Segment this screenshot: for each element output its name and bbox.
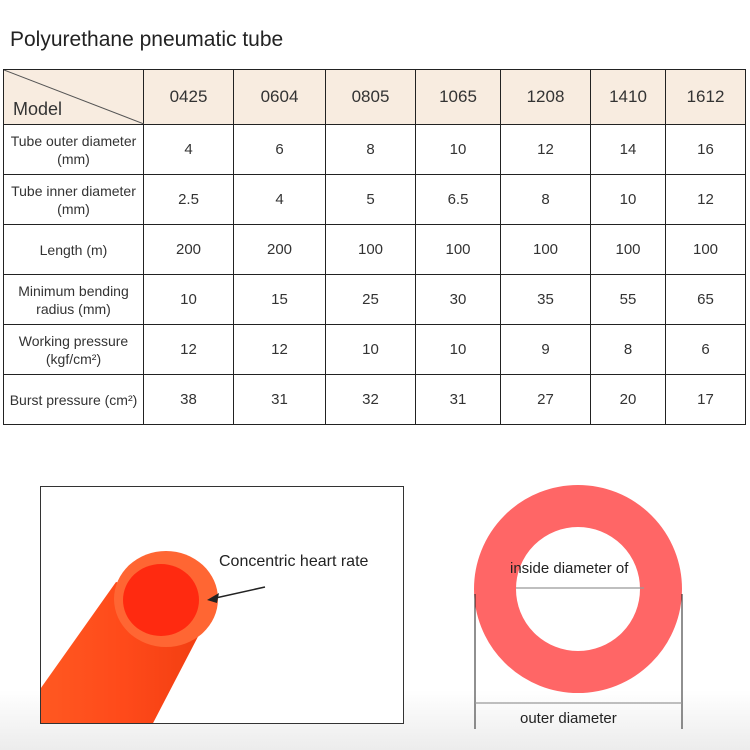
table-cell: 12 xyxy=(501,125,591,175)
table-cell: 9 xyxy=(501,325,591,375)
row-label xyxy=(4,125,144,175)
model-header-1065: 1065 xyxy=(416,70,501,125)
table-cell: 16 xyxy=(666,125,746,175)
table-cell: 8 xyxy=(501,175,591,225)
concentric-annotation: Concentric heart rate xyxy=(219,553,369,570)
row-label xyxy=(4,375,144,425)
row-label-line: Length (m) xyxy=(39,241,108,258)
row-label-line: Burst pressure (cm²) xyxy=(9,391,138,408)
table-cell: 10 xyxy=(326,325,416,375)
table-cell: 27 xyxy=(501,375,591,425)
table-cell: 25 xyxy=(326,275,416,325)
model-label: Model xyxy=(13,99,63,119)
table-cell: 200 xyxy=(144,225,234,275)
table-row xyxy=(4,125,746,175)
table-cell: 12 xyxy=(666,175,746,225)
table-row xyxy=(4,225,746,275)
annotation-arrow xyxy=(211,587,265,599)
model-header-0604: 0604 xyxy=(234,70,326,125)
table-row xyxy=(4,375,746,425)
table-cell: 4 xyxy=(144,125,234,175)
table-cell: 31 xyxy=(416,375,501,425)
row-label-line: Tube outer diameter xyxy=(10,132,137,149)
table-cell: 100 xyxy=(666,225,746,275)
table-cell: 38 xyxy=(144,375,234,425)
table-cell: 200 xyxy=(234,225,326,275)
model-header-0425: 0425 xyxy=(144,70,234,125)
model-header-1410: 1410 xyxy=(591,70,666,125)
row-label-line: Tube inner diameter xyxy=(11,182,136,199)
row-label xyxy=(4,225,144,275)
table-cell: 8 xyxy=(591,325,666,375)
row-label xyxy=(4,175,144,225)
table-cell: 30 xyxy=(416,275,501,325)
table-cell: 31 xyxy=(234,375,326,425)
table-cell: 4 xyxy=(234,175,326,225)
page-title: Polyurethane pneumatic tube xyxy=(10,28,284,51)
table-cell: 100 xyxy=(416,225,501,275)
row-label-line: (mm) xyxy=(57,150,90,167)
table-cell: 65 xyxy=(666,275,746,325)
table-cell: 10 xyxy=(591,175,666,225)
table-cell: 100 xyxy=(326,225,416,275)
table-cell: 15 xyxy=(234,275,326,325)
table-cell: 100 xyxy=(591,225,666,275)
table-cell: 12 xyxy=(144,325,234,375)
spec-table xyxy=(3,69,746,425)
table-row xyxy=(4,175,746,225)
ring-cross-section xyxy=(470,484,690,734)
table-cell: 10 xyxy=(416,325,501,375)
table-cell: 8 xyxy=(326,125,416,175)
outer-diameter-label: outer diameter xyxy=(520,710,617,727)
table-cell: 5 xyxy=(326,175,416,225)
tube-illustration xyxy=(41,487,403,723)
table-cell: 17 xyxy=(666,375,746,425)
table-cell: 2.5 xyxy=(144,175,234,225)
table-cell: 10 xyxy=(144,275,234,325)
table-cell: 10 xyxy=(416,125,501,175)
table-cell: 12 xyxy=(234,325,326,375)
row-label-line: Minimum bending xyxy=(18,282,129,299)
table-cell: 32 xyxy=(326,375,416,425)
model-header-cell xyxy=(4,70,144,125)
model-header-1208: 1208 xyxy=(501,70,591,125)
row-label-line: (kgf/cm²) xyxy=(45,350,102,367)
table-cell: 14 xyxy=(591,125,666,175)
ring-diagram xyxy=(470,484,690,734)
row-label xyxy=(4,275,144,325)
row-label xyxy=(4,325,144,375)
row-label-line: Working pressure xyxy=(18,332,129,349)
tube-photo xyxy=(40,486,404,724)
inner-diameter-label: inside diameter of xyxy=(510,560,629,577)
row-label-line: (mm) xyxy=(57,200,90,217)
table-cell: 100 xyxy=(501,225,591,275)
row-label-line: radius (mm) xyxy=(36,300,111,317)
table-cell: 6 xyxy=(234,125,326,175)
table-cell: 20 xyxy=(591,375,666,425)
table-row xyxy=(4,325,746,375)
table-cell: 55 xyxy=(591,275,666,325)
table-row xyxy=(4,275,746,325)
model-header-0805: 0805 xyxy=(326,70,416,125)
model-header-1612: 1612 xyxy=(666,70,746,125)
table-cell: 35 xyxy=(501,275,591,325)
table-cell: 6 xyxy=(666,325,746,375)
table-cell: 6.5 xyxy=(416,175,501,225)
